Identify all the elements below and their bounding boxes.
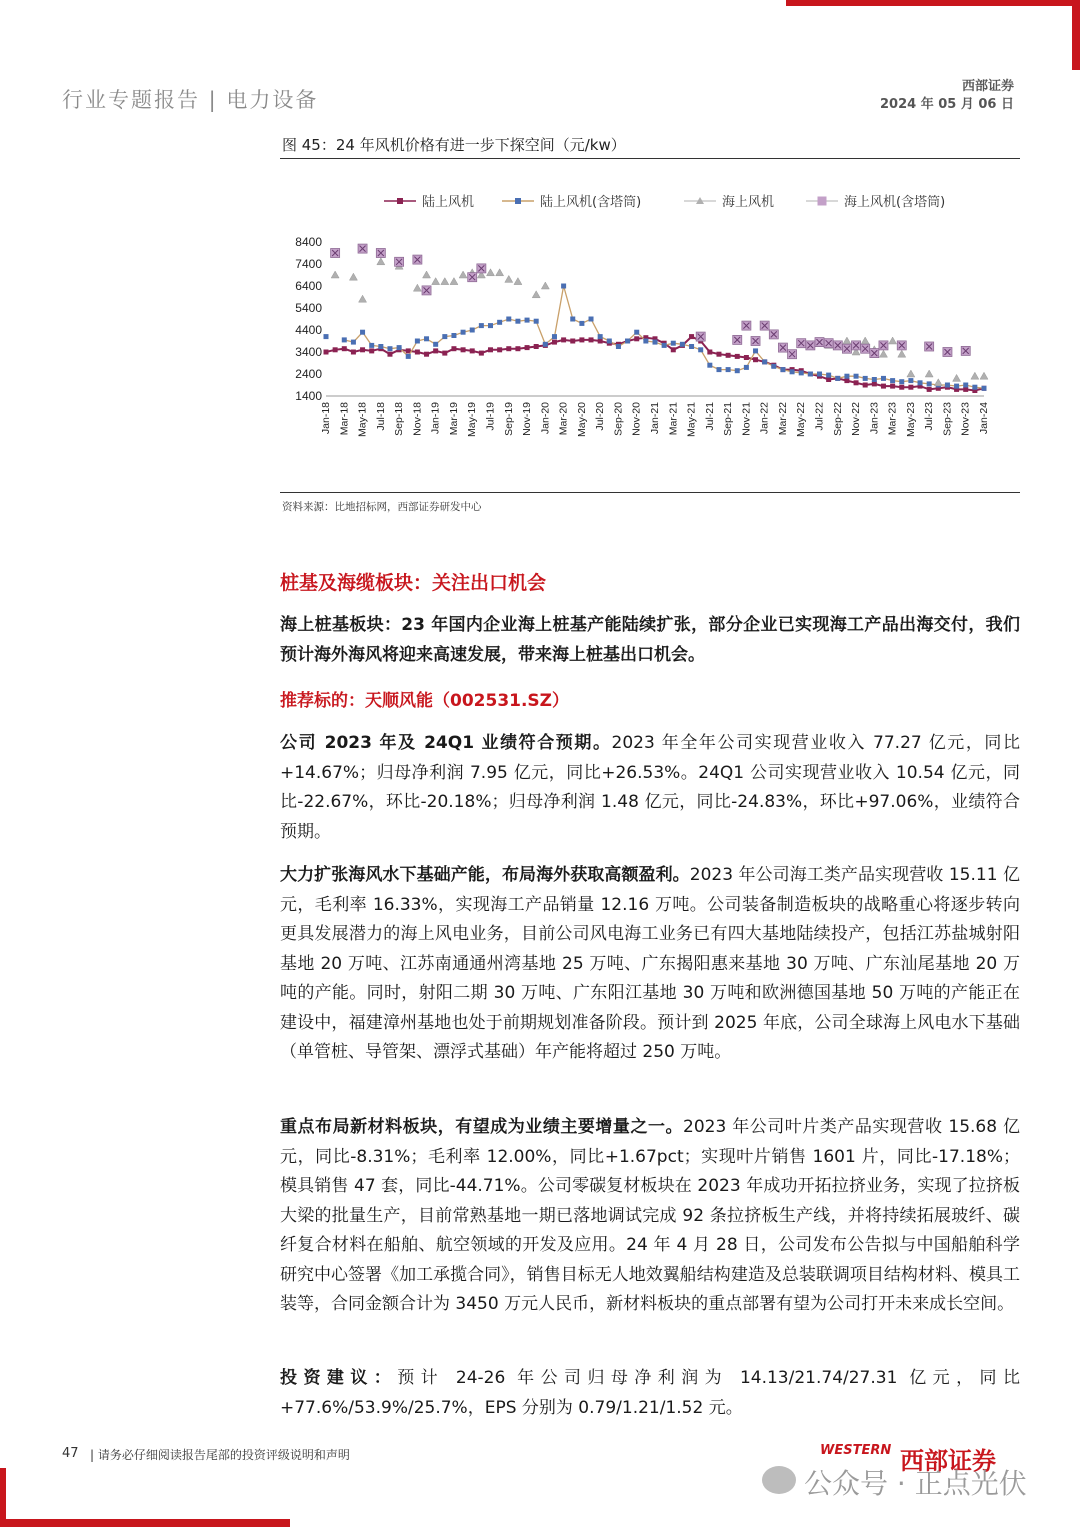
frame-bottom-left-horizontal: [0, 1519, 290, 1527]
data-point: [971, 372, 979, 379]
source-rule: [280, 492, 1020, 493]
data-point: [671, 347, 676, 352]
paragraph-investment: [280, 1364, 1020, 1423]
data-point: [433, 342, 438, 347]
data-point: [954, 384, 959, 389]
data-point: [433, 348, 438, 353]
data-point: [570, 317, 575, 322]
y-tick-label: 8400: [295, 235, 322, 249]
data-point: [579, 337, 584, 342]
paragraph-offshore-capacity: [280, 861, 1020, 1068]
data-point: [653, 340, 658, 345]
data-point: [488, 323, 493, 328]
data-point: [413, 284, 421, 291]
x-tick-label: Jul-18: [374, 402, 387, 431]
data-point: [359, 295, 367, 302]
data-point: [424, 352, 429, 357]
data-point: [488, 347, 493, 352]
data-point: [570, 339, 575, 344]
data-point: [616, 344, 621, 349]
data-point: [579, 321, 584, 326]
data-point: [826, 373, 831, 378]
watermark-text: 公众号 · 正点光伏: [804, 1467, 1027, 1500]
data-point: [716, 352, 721, 357]
data-point: [459, 271, 467, 278]
footer-disclaimer: | 请务必仔细阅读报告尾部的投资评级说明和声明: [90, 1448, 350, 1462]
data-point: [470, 328, 475, 333]
data-point: [689, 344, 694, 349]
data-point: [680, 342, 685, 347]
section-title: 桩基及海缆板块：关注出口机会: [280, 572, 547, 594]
paragraph-body: 2023 年公司海工类产品实现营收 15.11 亿元，毛利率 16.33%，实现海工产品销量 12.16 万吨。公司装备制造板块的战略重心将逐步转向更具发展潜力的海上风电业务，目前公司风电海工业务已有四大基地陆续投产，包括江苏盐城射阳基地 20 万吨、江苏南通通州湾基地 25 万吨、广东揭阳惠来基地 30 万吨、广东汕尾基地 20 万吨的产能。同时，射阳二期 30 万吨、广东阳江基地 30 万吨和欧洲德国基地 50 万吨的产能正在建设中，福建漳州基地也处于前期规划准备阶段。预计到 2025 年底，公司全球海上风电水下基础（单管桩、导管架、漂浮式基础）年产能将超过 250 万吨。: [280, 865, 1020, 1062]
data-point: [525, 318, 530, 323]
data-point: [497, 320, 502, 325]
data-point: [470, 348, 475, 353]
data-point: [662, 343, 667, 348]
data-point: [861, 337, 869, 344]
data-point: [726, 353, 731, 358]
data-point: [872, 377, 877, 382]
data-point: [753, 357, 758, 362]
data-point: [324, 350, 329, 355]
data-point: [461, 347, 466, 352]
x-tick-label: Mar-19: [447, 402, 460, 436]
data-point: [369, 343, 374, 348]
x-tick-label: Nov-18: [411, 402, 424, 436]
data-point: [771, 364, 776, 369]
footer-logo-cn: 西部证券: [900, 1447, 996, 1475]
data-point: [799, 370, 804, 375]
data-point: [479, 351, 484, 356]
series-line: [344, 286, 984, 388]
x-tick-label: Jan-22: [758, 402, 771, 435]
data-point: [927, 387, 932, 392]
data-point: [534, 319, 539, 324]
x-tick-label: Jan-24: [978, 402, 990, 435]
data-point: [351, 350, 356, 355]
x-tick-label: Nov-19: [521, 402, 534, 436]
data-point: [972, 385, 977, 390]
data-point: [552, 334, 557, 339]
data-point: [899, 379, 904, 384]
paragraph-lead: 大力扩张海风水下基础产能，布局海外获取高额盈利。: [280, 865, 690, 885]
legend-label: 海上风机(含塔筒): [844, 195, 946, 210]
y-tick-label: 7400: [295, 257, 322, 271]
data-point: [707, 363, 712, 368]
data-point: [844, 378, 849, 383]
legend-marker: [515, 198, 521, 204]
data-point: [450, 278, 458, 285]
data-point: [808, 372, 813, 377]
paragraph-lead: 公司 2023 年及 24Q1 业绩符合预期。: [280, 733, 612, 753]
data-point: [415, 339, 420, 344]
data-point: [918, 380, 923, 385]
data-point: [854, 374, 859, 379]
data-point: [881, 384, 886, 389]
x-tick-label: May-19: [466, 402, 479, 438]
data-point: [515, 319, 520, 324]
data-point: [890, 384, 895, 389]
header-title: 行业专题报告 | 电力设备: [62, 88, 319, 112]
data-point: [525, 345, 530, 350]
paragraph-performance: [280, 729, 1020, 847]
data-point: [441, 278, 449, 285]
data-point: [735, 368, 740, 373]
x-tick-label: Jul-20: [594, 402, 607, 431]
data-point: [826, 377, 831, 382]
paragraph-lead: 重点布局新材料板块，有望成为业绩主要增量之一。: [280, 1117, 684, 1137]
data-point: [844, 374, 849, 379]
x-tick-label: Nov-21: [740, 402, 753, 436]
x-tick-label: Mar-23: [886, 402, 899, 436]
data-point: [835, 376, 840, 381]
data-point: [908, 385, 913, 390]
caption-rule: [280, 158, 1020, 159]
x-tick-label: Jan-18: [320, 402, 332, 435]
data-point: [406, 354, 411, 359]
data-point: [963, 383, 968, 388]
paragraph-lead: 投资建议：: [280, 1368, 398, 1388]
data-point: [387, 352, 392, 357]
data-point: [349, 273, 357, 280]
data-point: [780, 367, 785, 372]
y-tick-label: 2400: [295, 367, 322, 381]
data-point: [698, 347, 703, 352]
data-point: [561, 284, 566, 289]
x-tick-label: Jan-21: [649, 402, 661, 435]
data-point: [625, 339, 630, 344]
paragraph-new-materials: [280, 1113, 1020, 1320]
data-point: [360, 347, 365, 352]
data-point: [872, 381, 877, 386]
legend-marker: [397, 198, 403, 204]
data-point: [598, 339, 603, 344]
data-point: [514, 278, 522, 285]
paragraph-pile-foundation: 海上桩基板块：23 年国内企业海上桩基产能陆续扩张，部分企业已实现海工产品出海交付，我们预计海外海风将迎来高速发展，带来海上桩基出口机会。: [280, 615, 1020, 665]
data-point: [735, 354, 740, 359]
data-point: [378, 344, 383, 349]
paragraph-body: 2023 年公司叶片类产品实现营收 15.68 亿元，同比-8.31%；毛利率 12.00%，同比+1.67pct；实现叶片销售 1601 片，同比-17.18%；模具销售 47 套，同比-44.71%。公司零碳复材板块在 2023 年成功开拓拉挤业务，实现了拉挤板大梁的批量生产，目前常熟基地一期已落地调试完成 92 条拉挤板生产线，并将持续拓展玻纤、碳纤复合材料在船舶、航空领域的开发及应用。24 年 4 月 28 日，公司发布公告拟与中国船舶科学研究中心签署《加工承揽合同》，销售目标无人地效翼船结构建造及总装联调项目结构材料、模具工装等，合同金额合计为 3450 万元人民币，新材料板块的重点部署有望为公司打开未来成长空间。: [280, 1117, 1020, 1314]
x-tick-label: May-21: [685, 402, 698, 438]
data-point: [496, 269, 504, 276]
data-point: [744, 365, 749, 370]
data-point: [442, 334, 447, 339]
x-tick-label: Mar-20: [557, 402, 570, 436]
data-point: [927, 381, 932, 386]
data-point: [351, 340, 356, 345]
x-tick-label: Mar-22: [776, 402, 789, 436]
data-point: [953, 374, 961, 381]
data-point: [945, 383, 950, 388]
y-tick-label: 6400: [295, 279, 322, 293]
footer-logo-en: WESTERN: [820, 1443, 892, 1458]
x-tick-label: Sep-18: [393, 402, 406, 436]
x-tick-label: Nov-23: [959, 402, 972, 436]
data-point: [689, 334, 694, 339]
data-point: [907, 370, 915, 377]
x-tick-label: May-20: [575, 402, 588, 438]
x-tick-label: Jan-20: [539, 402, 552, 435]
data-point: [744, 355, 749, 360]
data-point: [762, 359, 767, 364]
data-point: [342, 337, 347, 342]
legend-label: 海上风机: [722, 195, 775, 210]
x-tick-label: Jul-22: [813, 402, 826, 431]
legend-label: 陆上风机(含塔筒): [540, 195, 642, 210]
x-tick-label: Nov-20: [630, 402, 643, 436]
data-point: [451, 346, 456, 351]
x-tick-label: Jan-19: [429, 402, 442, 435]
x-tick-label: Jul-23: [923, 402, 936, 431]
recommended-stock: 推荐标的：天顺风能（002531.SZ）: [280, 691, 569, 711]
paragraph-body: 预计 24-26 年公司归母净利润为 14.13/21.74/27.31 亿元，同比+77.6%/53.9%/25.7%，EPS 分别为 0.79/1.21/1.52 元。: [280, 1368, 1020, 1418]
data-point: [505, 275, 513, 282]
data-point: [890, 378, 895, 383]
data-point: [643, 339, 648, 344]
y-tick-label: 4400: [295, 323, 322, 337]
data-point: [342, 346, 347, 351]
data-point: [879, 350, 887, 357]
data-point: [607, 339, 612, 344]
y-tick-label: 1400: [295, 389, 322, 403]
x-tick-label: Jul-21: [703, 402, 716, 431]
data-point: [671, 341, 676, 346]
data-point: [980, 372, 988, 379]
data-point: [707, 350, 712, 355]
data-point: [982, 386, 987, 391]
data-point: [963, 387, 968, 392]
y-tick-label: 3400: [295, 345, 322, 359]
data-point: [479, 323, 484, 328]
x-tick-label: Mar-21: [667, 402, 680, 436]
wechat-icon: [762, 1466, 796, 1494]
data-point: [854, 380, 859, 385]
data-point: [543, 342, 548, 347]
x-tick-label: May-23: [904, 402, 917, 438]
data-point: [634, 336, 639, 341]
wind-turbine-price-chart: [280, 180, 1020, 490]
data-point: [589, 337, 594, 342]
data-point: [716, 367, 721, 372]
x-tick-label: Sep-22: [831, 402, 844, 436]
x-tick-label: Jul-19: [484, 402, 497, 431]
data-point: [331, 271, 339, 278]
data-point: [369, 348, 374, 353]
data-point: [899, 385, 904, 390]
legend-marker: [818, 197, 827, 206]
data-point: [898, 350, 906, 357]
frame-right-bar: [1072, 0, 1080, 70]
data-point: [561, 337, 566, 342]
data-point: [461, 330, 466, 335]
data-point: [333, 347, 338, 352]
data-point: [451, 333, 456, 338]
data-point: [497, 347, 502, 352]
header-date: 2024 年 05 月 06 日: [880, 97, 1014, 112]
x-tick-label: Sep-20: [612, 402, 625, 436]
data-point: [589, 317, 594, 322]
x-tick-label: May-22: [795, 402, 808, 438]
data-point: [506, 317, 511, 322]
data-point: [881, 376, 886, 381]
y-tick-label: 5400: [295, 301, 322, 315]
x-tick-label: Sep-21: [722, 402, 735, 436]
data-point: [753, 348, 758, 353]
data-point: [532, 291, 540, 298]
x-tick-label: Sep-19: [502, 402, 515, 436]
frame-top-bar: [786, 0, 1080, 6]
legend-label: 陆上风机: [422, 195, 475, 210]
data-point: [726, 367, 731, 372]
data-point: [377, 258, 385, 265]
data-point: [934, 379, 942, 386]
data-point: [843, 337, 851, 344]
data-point: [889, 337, 897, 344]
header-company: 西部证券: [961, 79, 1014, 94]
data-point: [442, 351, 447, 356]
data-point: [598, 334, 603, 339]
data-point: [432, 278, 440, 285]
figure-source: 资料来源：比地招标网，西部证券研发中心: [282, 501, 482, 513]
data-point: [397, 345, 402, 350]
data-point: [908, 378, 913, 383]
data-point: [324, 334, 329, 339]
x-tick-label: Jan-23: [868, 402, 881, 435]
data-point: [387, 346, 392, 351]
data-point: [424, 336, 429, 341]
data-point: [423, 271, 431, 278]
figure-caption: 图 45：24 年风机价格有进一步下探空间（元/kw）: [282, 136, 626, 154]
data-point: [863, 383, 868, 388]
data-point: [634, 330, 639, 335]
data-point: [506, 346, 511, 351]
x-tick-label: Mar-18: [338, 402, 351, 436]
data-point: [863, 376, 868, 381]
x-tick-label: May-18: [356, 402, 369, 438]
data-point: [541, 282, 549, 289]
data-point: [552, 340, 557, 345]
data-point: [534, 344, 539, 349]
data-point: [515, 346, 520, 351]
page-number: 47: [62, 1446, 79, 1461]
data-point: [790, 369, 795, 374]
paragraph-body: 2023 年全年公司实现营业收入 77.27 亿元，同比+14.67%；归母净利润 7.95 亿元，同比+26.53%。24Q1 公司实现营业收入 10.54 亿元，同比-22.67%，环比-20.18%；归母净利润 1.48 亿元，同比-24.83%，环比+97.06%，业绩符合预期。: [280, 733, 1020, 842]
x-tick-label: Nov-22: [850, 402, 863, 436]
data-point: [415, 350, 420, 355]
x-tick-label: Sep-23: [941, 402, 954, 436]
data-point: [360, 330, 365, 335]
data-point: [817, 372, 822, 377]
data-point: [925, 370, 933, 377]
data-point: [487, 269, 495, 276]
